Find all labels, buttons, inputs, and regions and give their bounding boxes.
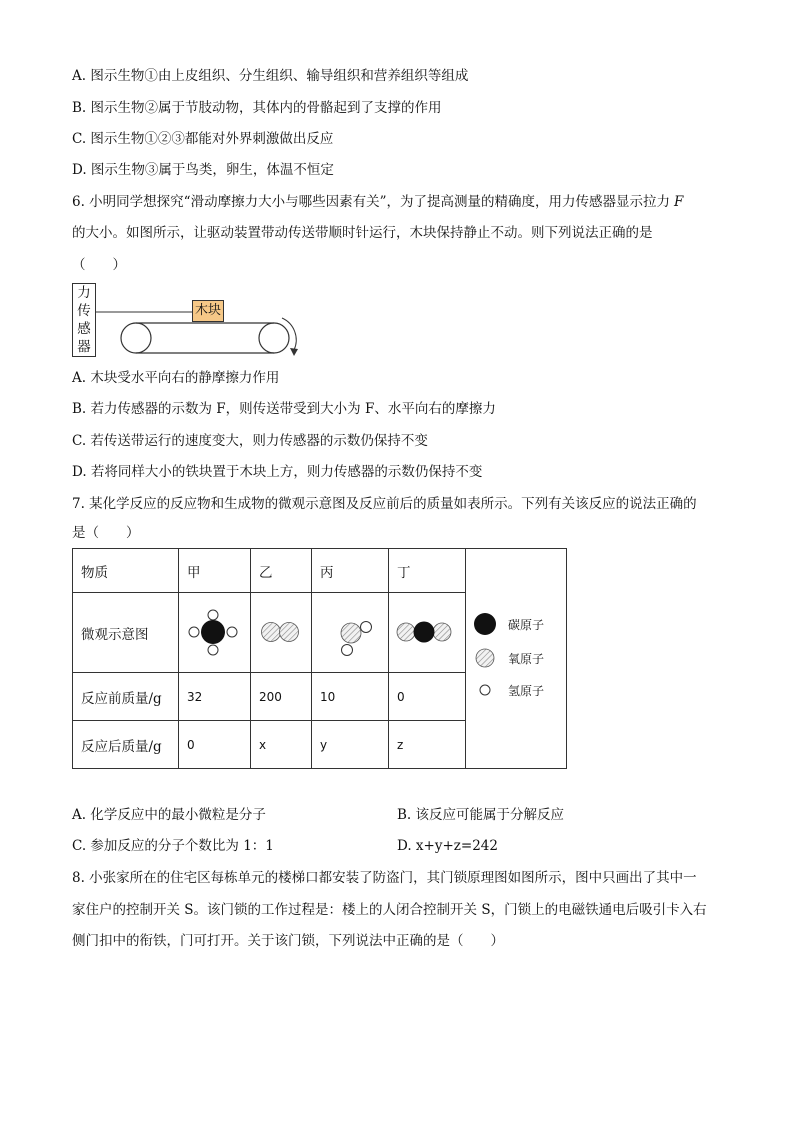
mass-before-yi: 200 [251,673,312,721]
q5-option-c: C. 图示生物①②③都能对外界刺激做出反应 [72,131,334,147]
q6-paren: （ ） [72,257,126,273]
left-roller [121,323,151,353]
q7-option-a: A. 化学反应中的最小微粒是分子 [72,807,266,823]
mass-after-yi: x [251,721,312,769]
molecule-jia [179,593,251,673]
molecule-ding [389,593,466,673]
mass-after-bing: y [312,721,389,769]
reaction-table [72,548,567,769]
clockwise-arrow-head [290,348,298,356]
sensor-char: 力 [77,285,91,301]
q8-stem-line3: 侧门扣中的衔铁，门可打开。关于该门锁，下列说法中正确的是（ ） [72,933,504,949]
molecule-yi [251,593,312,673]
header-substance: 物质 [73,549,179,593]
header-ding: 丁 [389,549,466,593]
sensor-char: 器 [77,339,91,355]
mass-after-jia: 0 [179,721,251,769]
q7-option-b: B. 该反应可能属于分解反应 [397,807,565,823]
wood-block: 木块 [192,300,224,322]
clockwise-arrow [282,318,296,350]
hydrogen-atom-icon [480,685,490,695]
q7-option-d: D. x+y+z=242 [397,838,498,854]
q8-stem-line2: 家住户的控制开关 S。该门锁的工作过程是：楼上的人闭合控制开关 S，门锁上的电磁铁通电后吸引卡入右 [72,902,707,918]
mass-before-bing: 10 [312,673,389,721]
right-roller [259,323,289,353]
water-molecule-icon [312,593,388,672]
q6-stem-line1 [72,193,683,211]
carbon-atom-icon [474,613,496,635]
methane-molecule-icon [179,593,249,672]
q8-stem-line1: 8. 小张家所在的住宅区每栋单元的楼梯口都安装了防盗门，其门锁原理图如图所示，图中只画出了其中一 [72,870,697,886]
q7-option-c: C. 参加反应的分子个数比为 1：1 [72,838,274,854]
q6-option-a: A. 木块受水平向右的静摩擦力作用 [72,370,280,386]
row-label-after: 反应后质量/g [73,721,179,769]
q6-option-d: D. 若将同样大小的铁块置于木块上方，则力传感器的示数仍保持不变 [72,464,483,480]
q6-option-b: B. 若力传感器的示数为 F，则传送带受到大小为 F、水平向右的摩擦力 [72,401,496,417]
mass-before-ding: 0 [389,673,466,721]
oxygen-atom-icon [476,649,494,667]
q6-option-c: C. 若传送带运行的速度变大，则力传感器的示数仍保持不变 [72,433,428,449]
q5-option-b: B. 图示生物②属于节肢动物，其体内的骨骼起到了支撑的作用 [72,100,442,116]
legend-oxygen: 氧原子 [508,651,545,666]
atom-legend [466,549,567,769]
legend-carbon: 碳原子 [508,617,545,632]
row-label-diagram: 微观示意图 [73,593,179,673]
q6-stem-line2: 的大小。如图所示，让驱动装置带动传送带顺时针运行，木块保持静止不动。则下列说法正确的是 [72,225,653,241]
header-jia: 甲 [179,549,251,593]
q6-stem-text: 6. 小明同学想探究“滑动摩擦力大小与哪些因素有关”，为了提高测量的精确度，用力传感器显示拉力 [72,194,670,210]
mass-after-ding: z [389,721,466,769]
header-bing: 丙 [312,549,389,593]
row-label-before: 反应前质量/g [73,673,179,721]
sensor-char: 传 [77,303,91,319]
sensor-char: 感 [77,321,91,337]
q6-var-f: F [673,194,684,210]
q5-option-d: D. 图示生物③属于鸟类，卵生，体温不恒定 [72,162,334,178]
q5-option-a: A. 图示生物①由上皮组织、分生组织、输导组织和营养组织等组成 [72,68,469,84]
mass-before-jia: 32 [179,673,251,721]
oxygen-molecule-icon [251,593,311,672]
force-sensor-box [72,283,96,357]
header-yi: 乙 [251,549,312,593]
q7-stem-line2: 是（ ） [72,525,140,541]
molecule-bing [312,593,389,673]
q7-stem-line1: 7. 某化学反应的反应物和生成物的微观示意图及反应前后的质量如表所示。下列有关该反应的说法正确的 [72,496,697,512]
co2-molecule-icon [389,593,465,672]
legend-hydrogen: 氢原子 [508,683,545,698]
